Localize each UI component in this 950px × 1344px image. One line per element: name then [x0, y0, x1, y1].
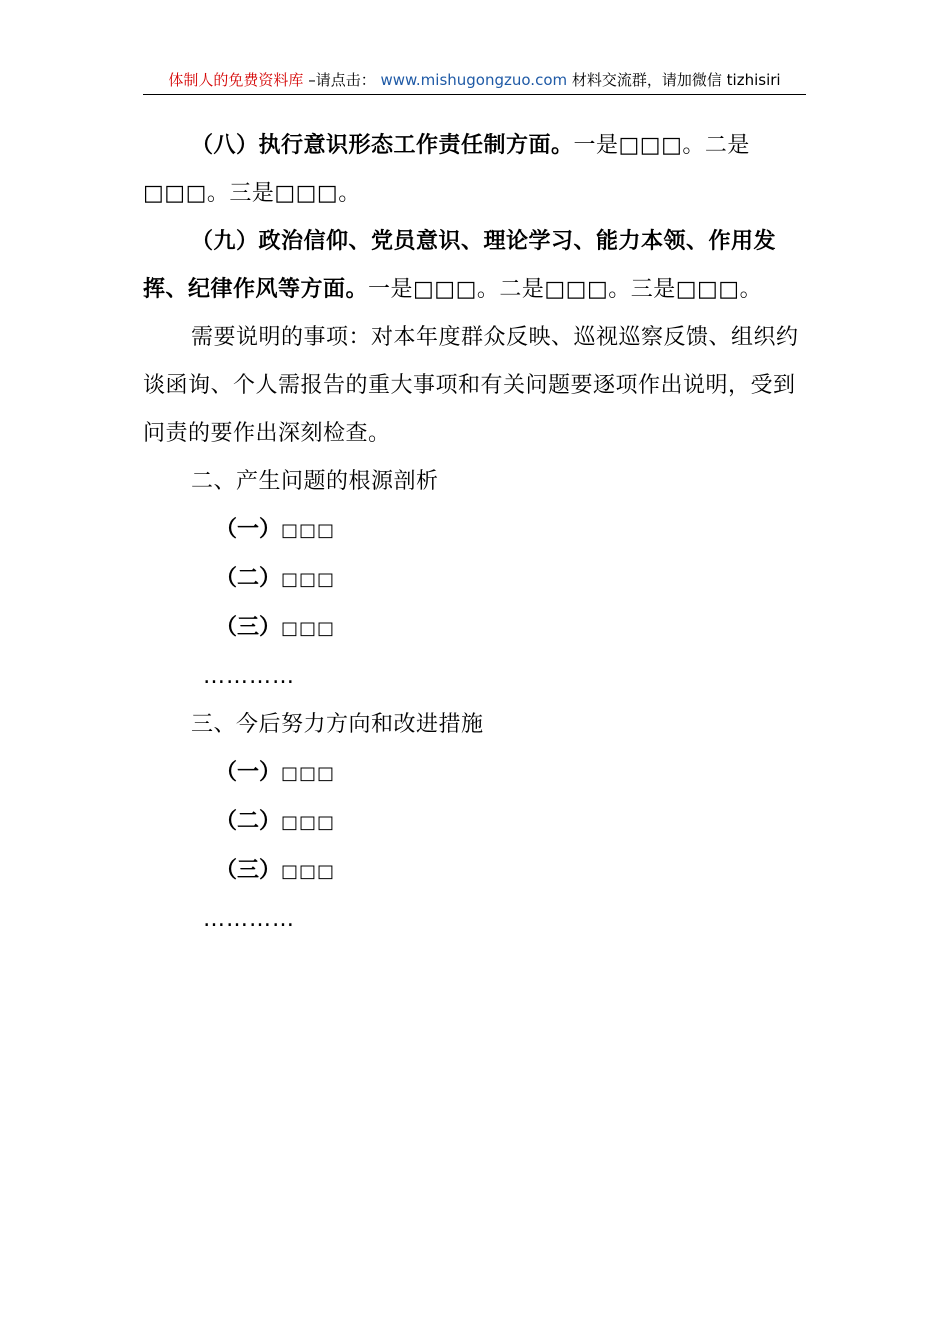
list-item-label: （二）	[215, 566, 282, 591]
section-2-title: 二、产生问题的根源剖析	[191, 469, 439, 494]
header-link[interactable]: www.mishugongzuo.com	[380, 71, 568, 89]
item-9-body: 一是□□□。二是□□□。三是□□□。	[368, 277, 763, 302]
list-item-label: （三）	[215, 615, 282, 640]
document-body	[143, 122, 803, 944]
list-item	[143, 555, 803, 604]
list-item-text: □□□	[281, 861, 336, 882]
list-item-label: （一）	[215, 760, 282, 785]
item-8-paragraph	[143, 122, 803, 218]
section-3-ellipsis: …………	[203, 907, 295, 932]
section-3-title: 三、今后努力方向和改进措施	[191, 712, 484, 737]
list-item	[143, 749, 803, 798]
header-brand: 体制人的免费资料库	[168, 71, 304, 89]
list-item	[143, 506, 803, 555]
list-item-text: □□□	[281, 618, 336, 639]
note-paragraph: 需要说明的事项：对本年度群众反映、巡视巡察反馈、组织约谈函询、个人需报告的重大事项和有关问题要逐项作出说明，受到问责的要作出深刻检查。	[143, 325, 799, 446]
section-2-ellipsis: …………	[203, 664, 295, 689]
list-item-text: □□□	[281, 812, 336, 833]
header-prompt: –请点击：	[308, 71, 376, 89]
item-8-body: 一是□□□。二是□□□。三是□□□。	[143, 133, 750, 206]
page-header	[143, 68, 806, 95]
list-item	[143, 798, 803, 847]
item-8-heading: （八）执行意识形态工作责任制方面。	[191, 133, 574, 158]
header-suffix: 材料交流群，请加微信 tizhisiri	[571, 71, 781, 89]
list-item-label: （三）	[215, 858, 282, 883]
list-item	[143, 847, 803, 896]
list-item	[143, 604, 803, 653]
list-item-text: □□□	[281, 520, 336, 541]
list-item-label: （一）	[215, 517, 282, 542]
item-9-heading: （九）政治信仰、党员意识、理论学习、能力本领、作用发挥、纪律作风等方面。	[143, 229, 777, 302]
list-item-text: □□□	[281, 569, 336, 590]
list-item-label: （二）	[215, 809, 282, 834]
list-item-text: □□□	[281, 763, 336, 784]
item-9-paragraph	[143, 218, 803, 314]
